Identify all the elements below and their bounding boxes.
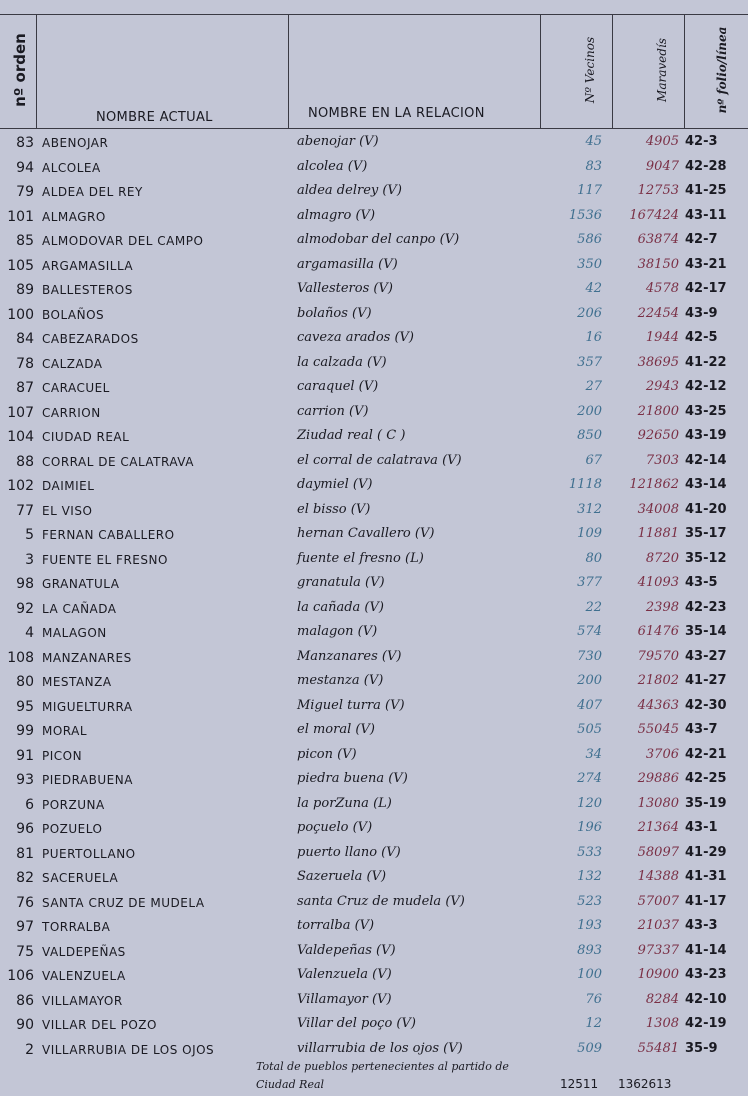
cell-orden: 81 [16, 845, 34, 862]
cell-maravedis: 7303 [645, 452, 679, 468]
cell-folio: 43-25 [685, 403, 727, 419]
table-row [0, 719, 748, 744]
column-divider [288, 14, 289, 129]
cell-vecinos: 350 [577, 256, 602, 272]
cell-folio: 42-7 [685, 232, 718, 247]
cell-nombre-relacion: alcolea (V) [297, 158, 368, 174]
cell-folio: 42-5 [685, 330, 718, 345]
cell-folio: 43-9 [685, 305, 718, 321]
cell-folio: 43-11 [685, 207, 727, 223]
cell-nombre-actual: TORRALBA [42, 920, 111, 934]
header-vecinos: Nº Vecinos [583, 36, 597, 104]
cell-vecinos: 377 [577, 575, 602, 590]
cell-vecinos: 730 [577, 648, 602, 664]
cell-nombre-relacion: almodobar del canpo (V) [297, 232, 460, 247]
table-row [0, 915, 748, 940]
cell-nombre-actual: SANTA CRUZ DE MUDELA [42, 895, 205, 910]
total-label-line1: Total de pueblos pertenecientes al partido de [256, 1060, 509, 1073]
table-row [0, 989, 748, 1014]
cell-orden: 80 [16, 674, 34, 690]
cell-folio: 43-23 [685, 967, 727, 982]
total-maravedis: 1362613 [618, 1077, 672, 1091]
cell-folio: 43-5 [685, 575, 718, 590]
cell-maravedis: 34008 [637, 501, 679, 517]
table-row [0, 205, 748, 230]
cell-nombre-relacion: Valenzuela (V) [297, 967, 392, 982]
cell-folio: 42-30 [685, 697, 727, 713]
cell-maravedis: 167424 [629, 207, 679, 223]
cell-vecinos: 200 [577, 403, 602, 419]
cell-maravedis: 1944 [645, 330, 679, 345]
cell-folio: 42-19 [685, 1016, 727, 1031]
table-row [0, 793, 748, 818]
table-row [0, 842, 748, 867]
table-row [0, 450, 748, 475]
cell-nombre-actual: ALMODOVAR DEL CAMPO [42, 234, 204, 248]
table-row [0, 131, 748, 156]
cell-maravedis: 22454 [637, 305, 679, 321]
cell-nombre-actual: GRANATULA [42, 577, 120, 591]
table-row [0, 768, 748, 793]
table-row [0, 891, 748, 916]
cell-orden: 75 [16, 943, 34, 960]
cell-vecinos: 312 [577, 501, 602, 517]
cell-maravedis: 79570 [637, 648, 679, 664]
table-row [0, 180, 748, 205]
cell-maravedis: 10900 [637, 967, 679, 982]
cell-folio: 41-31 [685, 869, 727, 884]
cell-orden: 5 [25, 527, 34, 543]
cell-orden: 84 [16, 331, 34, 347]
cell-maravedis: 2398 [645, 599, 679, 615]
header-orden: nº orden [11, 33, 29, 107]
cell-nombre-relacion: daymiel (V) [297, 477, 373, 492]
cell-orden: 102 [7, 478, 34, 494]
cell-orden: 86 [16, 992, 34, 1009]
cell-vecinos: 407 [577, 697, 602, 713]
table-row [0, 572, 748, 597]
cell-nombre-actual: ABENOJAR [42, 136, 109, 150]
cell-nombre-relacion: Sazeruela (V) [297, 869, 387, 884]
cell-nombre-actual: POZUELO [42, 822, 103, 836]
cell-maravedis: 21802 [637, 673, 679, 688]
cell-nombre-relacion: Villar del poço (V) [297, 1016, 416, 1031]
cell-nombre-relacion: Manzanares (V) [297, 648, 402, 664]
cell-orden: 108 [7, 649, 34, 666]
cell-folio: 35-14 [685, 624, 727, 639]
cell-vecinos: 109 [577, 526, 602, 541]
cell-maravedis: 38150 [637, 256, 679, 272]
cell-nombre-actual: VALENZUELA [42, 969, 126, 983]
cell-maravedis: 11881 [637, 526, 679, 541]
cell-maravedis: 14388 [637, 869, 679, 884]
cell-vecinos: 42 [585, 281, 602, 296]
cell-nombre-relacion: la cañada (V) [297, 599, 384, 615]
cell-nombre-relacion: el moral (V) [297, 722, 375, 737]
cell-orden: 78 [16, 355, 34, 372]
table-row [0, 621, 748, 646]
cell-nombre-actual: ARGAMASILLA [42, 258, 134, 273]
table-row [0, 401, 748, 426]
cell-nombre-relacion: la porZuna (L) [297, 795, 392, 811]
cell-vecinos: 509 [577, 1040, 602, 1056]
total-label [256, 1058, 509, 1094]
cell-nombre-relacion: hernan Cavallero (V) [297, 526, 435, 541]
cell-nombre-actual: LA CAÑADA [42, 601, 117, 616]
table-row [0, 156, 748, 181]
cell-folio: 41-20 [685, 501, 727, 517]
cell-folio: 42-3 [685, 134, 718, 149]
cell-vecinos: 850 [577, 428, 602, 443]
cell-folio: 35-17 [685, 526, 727, 541]
cell-vecinos: 533 [577, 844, 602, 860]
cell-folio: 43-14 [685, 477, 727, 492]
cell-nombre-actual: MESTANZA [42, 675, 112, 689]
table-row [0, 597, 748, 622]
cell-nombre-relacion: argamasilla (V) [297, 256, 398, 272]
total-vecinos: 12511 [560, 1077, 599, 1091]
cell-vecinos: 196 [577, 820, 602, 835]
cell-orden: 79 [16, 184, 34, 200]
cell-maravedis: 63874 [637, 232, 679, 247]
cell-folio: 42-12 [685, 379, 727, 394]
table-row [0, 646, 748, 671]
cell-folio: 41-29 [685, 844, 727, 860]
cell-nombre-relacion: carrion (V) [297, 403, 369, 419]
cell-nombre-relacion: la calzada (V) [297, 354, 387, 370]
column-divider [540, 14, 541, 129]
cell-orden: 100 [7, 306, 34, 323]
cell-nombre-relacion: picon (V) [297, 746, 357, 762]
cell-vecinos: 67 [585, 452, 602, 468]
cell-orden: 93 [16, 772, 34, 788]
table-row [0, 744, 748, 769]
table-row [0, 303, 748, 328]
cell-nombre-actual: MANZANARES [42, 650, 132, 665]
cell-vecinos: 893 [577, 942, 602, 958]
cell-maravedis: 55481 [637, 1040, 679, 1056]
cell-vecinos: 523 [577, 893, 602, 909]
cell-vecinos: 16 [585, 330, 602, 345]
table-row [0, 523, 748, 548]
cell-vecinos: 45 [585, 134, 602, 149]
cell-orden: 107 [7, 404, 34, 421]
cell-nombre-actual: VILLARRUBIA DE LOS OJOS [42, 1042, 215, 1057]
cell-orden: 85 [16, 233, 34, 249]
table-row [0, 670, 748, 695]
table-row [0, 499, 748, 524]
cell-nombre-actual: CALZADA [42, 356, 103, 371]
cell-maravedis: 121862 [629, 477, 679, 492]
cell-nombre-actual: CARACUEL [42, 381, 110, 395]
cell-maravedis: 8284 [645, 991, 679, 1007]
cell-nombre-actual: ALMAGRO [42, 209, 106, 224]
cell-maravedis: 55045 [637, 722, 679, 737]
cell-folio: 42-14 [685, 452, 727, 468]
cell-orden: 91 [16, 747, 34, 764]
cell-orden: 95 [16, 698, 34, 715]
cell-orden: 104 [7, 429, 34, 445]
cell-nombre-relacion: aldea delrey (V) [297, 183, 402, 198]
table-row [0, 548, 748, 573]
cell-maravedis: 4578 [645, 281, 679, 296]
table-row [0, 817, 748, 842]
cell-nombre-relacion: malagon (V) [297, 624, 378, 639]
cell-maravedis: 38695 [637, 354, 679, 370]
cell-nombre-actual: FUENTE EL FRESNO [42, 552, 168, 567]
cell-maravedis: 92650 [637, 428, 679, 443]
cell-vecinos: 274 [577, 771, 602, 786]
cell-maravedis: 1308 [645, 1016, 679, 1031]
cell-orden: 83 [16, 135, 34, 151]
cell-orden: 2 [25, 1041, 34, 1058]
cell-nombre-relacion: mestanza (V) [297, 673, 384, 688]
cell-maravedis: 13080 [637, 795, 679, 811]
cell-maravedis: 61476 [637, 624, 679, 639]
cell-vecinos: 206 [577, 305, 602, 321]
cell-nombre-actual: VILLAR DEL POZO [42, 1018, 157, 1032]
cell-nombre-relacion: torralba (V) [297, 918, 375, 933]
cell-orden: 82 [16, 870, 34, 886]
cell-vecinos: 34 [585, 746, 602, 762]
cell-orden: 105 [7, 257, 34, 274]
cell-vecinos: 80 [585, 550, 602, 566]
cell-nombre-actual: CARRION [42, 405, 101, 420]
cell-nombre-relacion: fuente el fresno (L) [297, 550, 424, 566]
cell-maravedis: 57007 [637, 893, 679, 909]
cell-maravedis: 8720 [645, 550, 679, 566]
cell-folio: 43-27 [685, 648, 727, 664]
table-row [0, 964, 748, 989]
table-row [0, 474, 748, 499]
cell-orden: 98 [16, 576, 34, 592]
cell-nombre-actual: FERNAN CABALLERO [42, 528, 175, 542]
cell-nombre-actual: ALDEA DEL REY [42, 185, 143, 199]
cell-nombre-relacion: Ziudad real ( C ) [297, 428, 406, 443]
cell-folio: 35-9 [685, 1040, 718, 1056]
cell-nombre-actual: EL VISO [42, 503, 93, 518]
table-row [0, 254, 748, 279]
cell-nombre-relacion: piedra buena (V) [297, 771, 408, 786]
cell-maravedis: 4905 [645, 134, 679, 149]
cell-nombre-relacion: caraquel (V) [297, 379, 379, 394]
cell-orden: 106 [7, 968, 34, 984]
cell-nombre-actual: SACERUELA [42, 871, 119, 885]
cell-orden: 3 [25, 551, 34, 568]
cell-folio: 41-22 [685, 354, 727, 370]
cell-nombre-relacion: caveza arados (V) [297, 330, 414, 345]
cell-maravedis: 29886 [637, 771, 679, 786]
cell-nombre-actual: PORZUNA [42, 797, 105, 812]
cell-vecinos: 574 [577, 624, 602, 639]
cell-maravedis: 41093 [637, 575, 679, 590]
cell-nombre-relacion: Miguel turra (V) [297, 697, 405, 713]
cell-vecinos: 12 [585, 1016, 602, 1031]
cell-nombre-actual: PUERTOLLANO [42, 846, 136, 861]
cell-nombre-actual: BOLAÑOS [42, 307, 105, 322]
cell-vecinos: 100 [577, 967, 602, 982]
column-divider [612, 14, 613, 129]
cell-orden: 6 [25, 796, 34, 813]
cell-maravedis: 21037 [637, 918, 679, 933]
cell-vecinos: 1536 [568, 207, 602, 223]
cell-nombre-relacion: santa Cruz de mudela (V) [297, 893, 465, 909]
table-row [0, 352, 748, 377]
cell-vecinos: 586 [577, 232, 602, 247]
cell-vecinos: 1118 [568, 477, 602, 492]
cell-folio: 42-28 [685, 158, 727, 174]
cell-vecinos: 200 [577, 673, 602, 688]
cell-orden: 88 [16, 453, 34, 470]
cell-nombre-actual: PICON [42, 748, 83, 763]
cell-nombre-actual: VALDEPEÑAS [42, 944, 126, 959]
cell-folio: 42-23 [685, 599, 727, 615]
cell-maravedis: 3706 [645, 746, 679, 762]
cell-maravedis: 12753 [637, 183, 679, 198]
cell-nombre-relacion: Villamayor (V) [297, 991, 392, 1007]
cell-nombre-relacion: el bisso (V) [297, 501, 371, 517]
column-divider [684, 14, 685, 129]
cell-maravedis: 2943 [645, 379, 679, 394]
cell-orden: 76 [16, 894, 34, 911]
cell-vecinos: 132 [577, 869, 602, 884]
cell-vecinos: 76 [585, 991, 602, 1007]
cell-nombre-relacion: almagro (V) [297, 207, 376, 223]
cell-nombre-actual: MORAL [42, 724, 88, 738]
table-body [0, 131, 748, 1062]
cell-maravedis: 21800 [637, 403, 679, 419]
cell-vecinos: 22 [585, 599, 602, 615]
cell-nombre-relacion: abenojar (V) [297, 134, 379, 149]
cell-folio: 41-14 [685, 942, 727, 958]
table-row [0, 695, 748, 720]
cell-orden: 99 [16, 723, 34, 739]
cell-nombre-relacion: bolaños (V) [297, 305, 372, 321]
cell-folio: 35-19 [685, 795, 727, 811]
cell-orden: 97 [16, 919, 34, 935]
cell-nombre-actual: MIGUELTURRA [42, 699, 133, 714]
header-maravedis: Maravedís [655, 38, 669, 102]
table-row [0, 327, 748, 352]
cell-nombre-actual: BALLESTEROS [42, 283, 133, 297]
cell-maravedis: 58097 [637, 844, 679, 860]
cell-nombre-actual: MALAGON [42, 626, 107, 640]
cell-orden: 90 [16, 1017, 34, 1033]
table-row [0, 278, 748, 303]
cell-nombre-actual: CABEZARADOS [42, 332, 139, 346]
table-row [0, 229, 748, 254]
cell-maravedis: 9047 [645, 158, 679, 174]
cell-maravedis: 97337 [637, 942, 679, 958]
cell-folio: 41-17 [685, 893, 727, 909]
cell-folio: 35-12 [685, 550, 727, 566]
cell-nombre-actual: VILLAMAYOR [42, 993, 123, 1008]
table-row [0, 1013, 748, 1038]
header-nombre-relacion: NOMBRE EN LA RELACION [308, 106, 485, 121]
cell-folio: 43-1 [685, 820, 718, 835]
cell-folio: 41-25 [685, 183, 727, 198]
cell-nombre-relacion: puerto llano (V) [297, 844, 401, 860]
header-rule [0, 128, 748, 129]
cell-vecinos: 117 [577, 183, 602, 198]
cell-vecinos: 120 [577, 795, 602, 811]
table-row [0, 866, 748, 891]
cell-folio: 43-3 [685, 918, 718, 933]
cell-orden: 4 [25, 625, 34, 641]
column-divider [36, 14, 37, 129]
table-row [0, 425, 748, 450]
header-rule [0, 14, 748, 15]
cell-nombre-actual: DAIMIEL [42, 479, 95, 493]
cell-nombre-relacion: Vallesteros (V) [297, 281, 393, 296]
cell-folio: 42-17 [685, 281, 727, 296]
cell-orden: 89 [16, 282, 34, 298]
cell-nombre-actual: CORRAL DE CALATRAVA [42, 454, 194, 469]
cell-nombre-relacion: Valdepeñas (V) [297, 942, 396, 958]
cell-maravedis: 44363 [637, 697, 679, 713]
cell-folio: 41-27 [685, 673, 727, 688]
cell-nombre-relacion: el corral de calatrava (V) [297, 452, 462, 468]
cell-orden: 101 [7, 208, 34, 225]
cell-nombre-actual: ALCOLEA [42, 160, 101, 175]
cell-folio: 42-10 [685, 991, 727, 1007]
total-label-line2: Ciudad Real [256, 1078, 325, 1091]
cell-vecinos: 505 [577, 722, 602, 737]
cell-nombre-relacion: villarrubia de los ojos (V) [297, 1040, 463, 1056]
cell-vecinos: 193 [577, 918, 602, 933]
cell-vecinos: 27 [585, 379, 602, 394]
cell-orden: 87 [16, 380, 34, 396]
cell-maravedis: 21364 [637, 820, 679, 835]
cell-folio: 43-7 [685, 722, 718, 737]
cell-vecinos: 357 [577, 354, 602, 370]
cell-folio: 43-21 [685, 256, 727, 272]
cell-orden: 77 [16, 502, 34, 519]
cell-nombre-relacion: granatula (V) [297, 575, 385, 590]
cell-folio: 43-19 [685, 428, 727, 443]
cell-nombre-relacion: poçuelo (V) [297, 820, 373, 835]
cell-orden: 94 [16, 159, 34, 176]
cell-nombre-actual: PIEDRABUENA [42, 773, 133, 787]
cell-vecinos: 83 [585, 158, 602, 174]
header-folio: nº folio/línea [715, 26, 729, 114]
cell-orden: 96 [16, 821, 34, 837]
table-row [0, 376, 748, 401]
cell-orden: 92 [16, 600, 34, 617]
cell-folio: 42-25 [685, 771, 727, 786]
cell-nombre-actual: CIUDAD REAL [42, 430, 130, 444]
header-nombre-actual: NOMBRE ACTUAL [96, 110, 213, 125]
table-row [0, 940, 748, 965]
cell-folio: 42-21 [685, 746, 727, 762]
